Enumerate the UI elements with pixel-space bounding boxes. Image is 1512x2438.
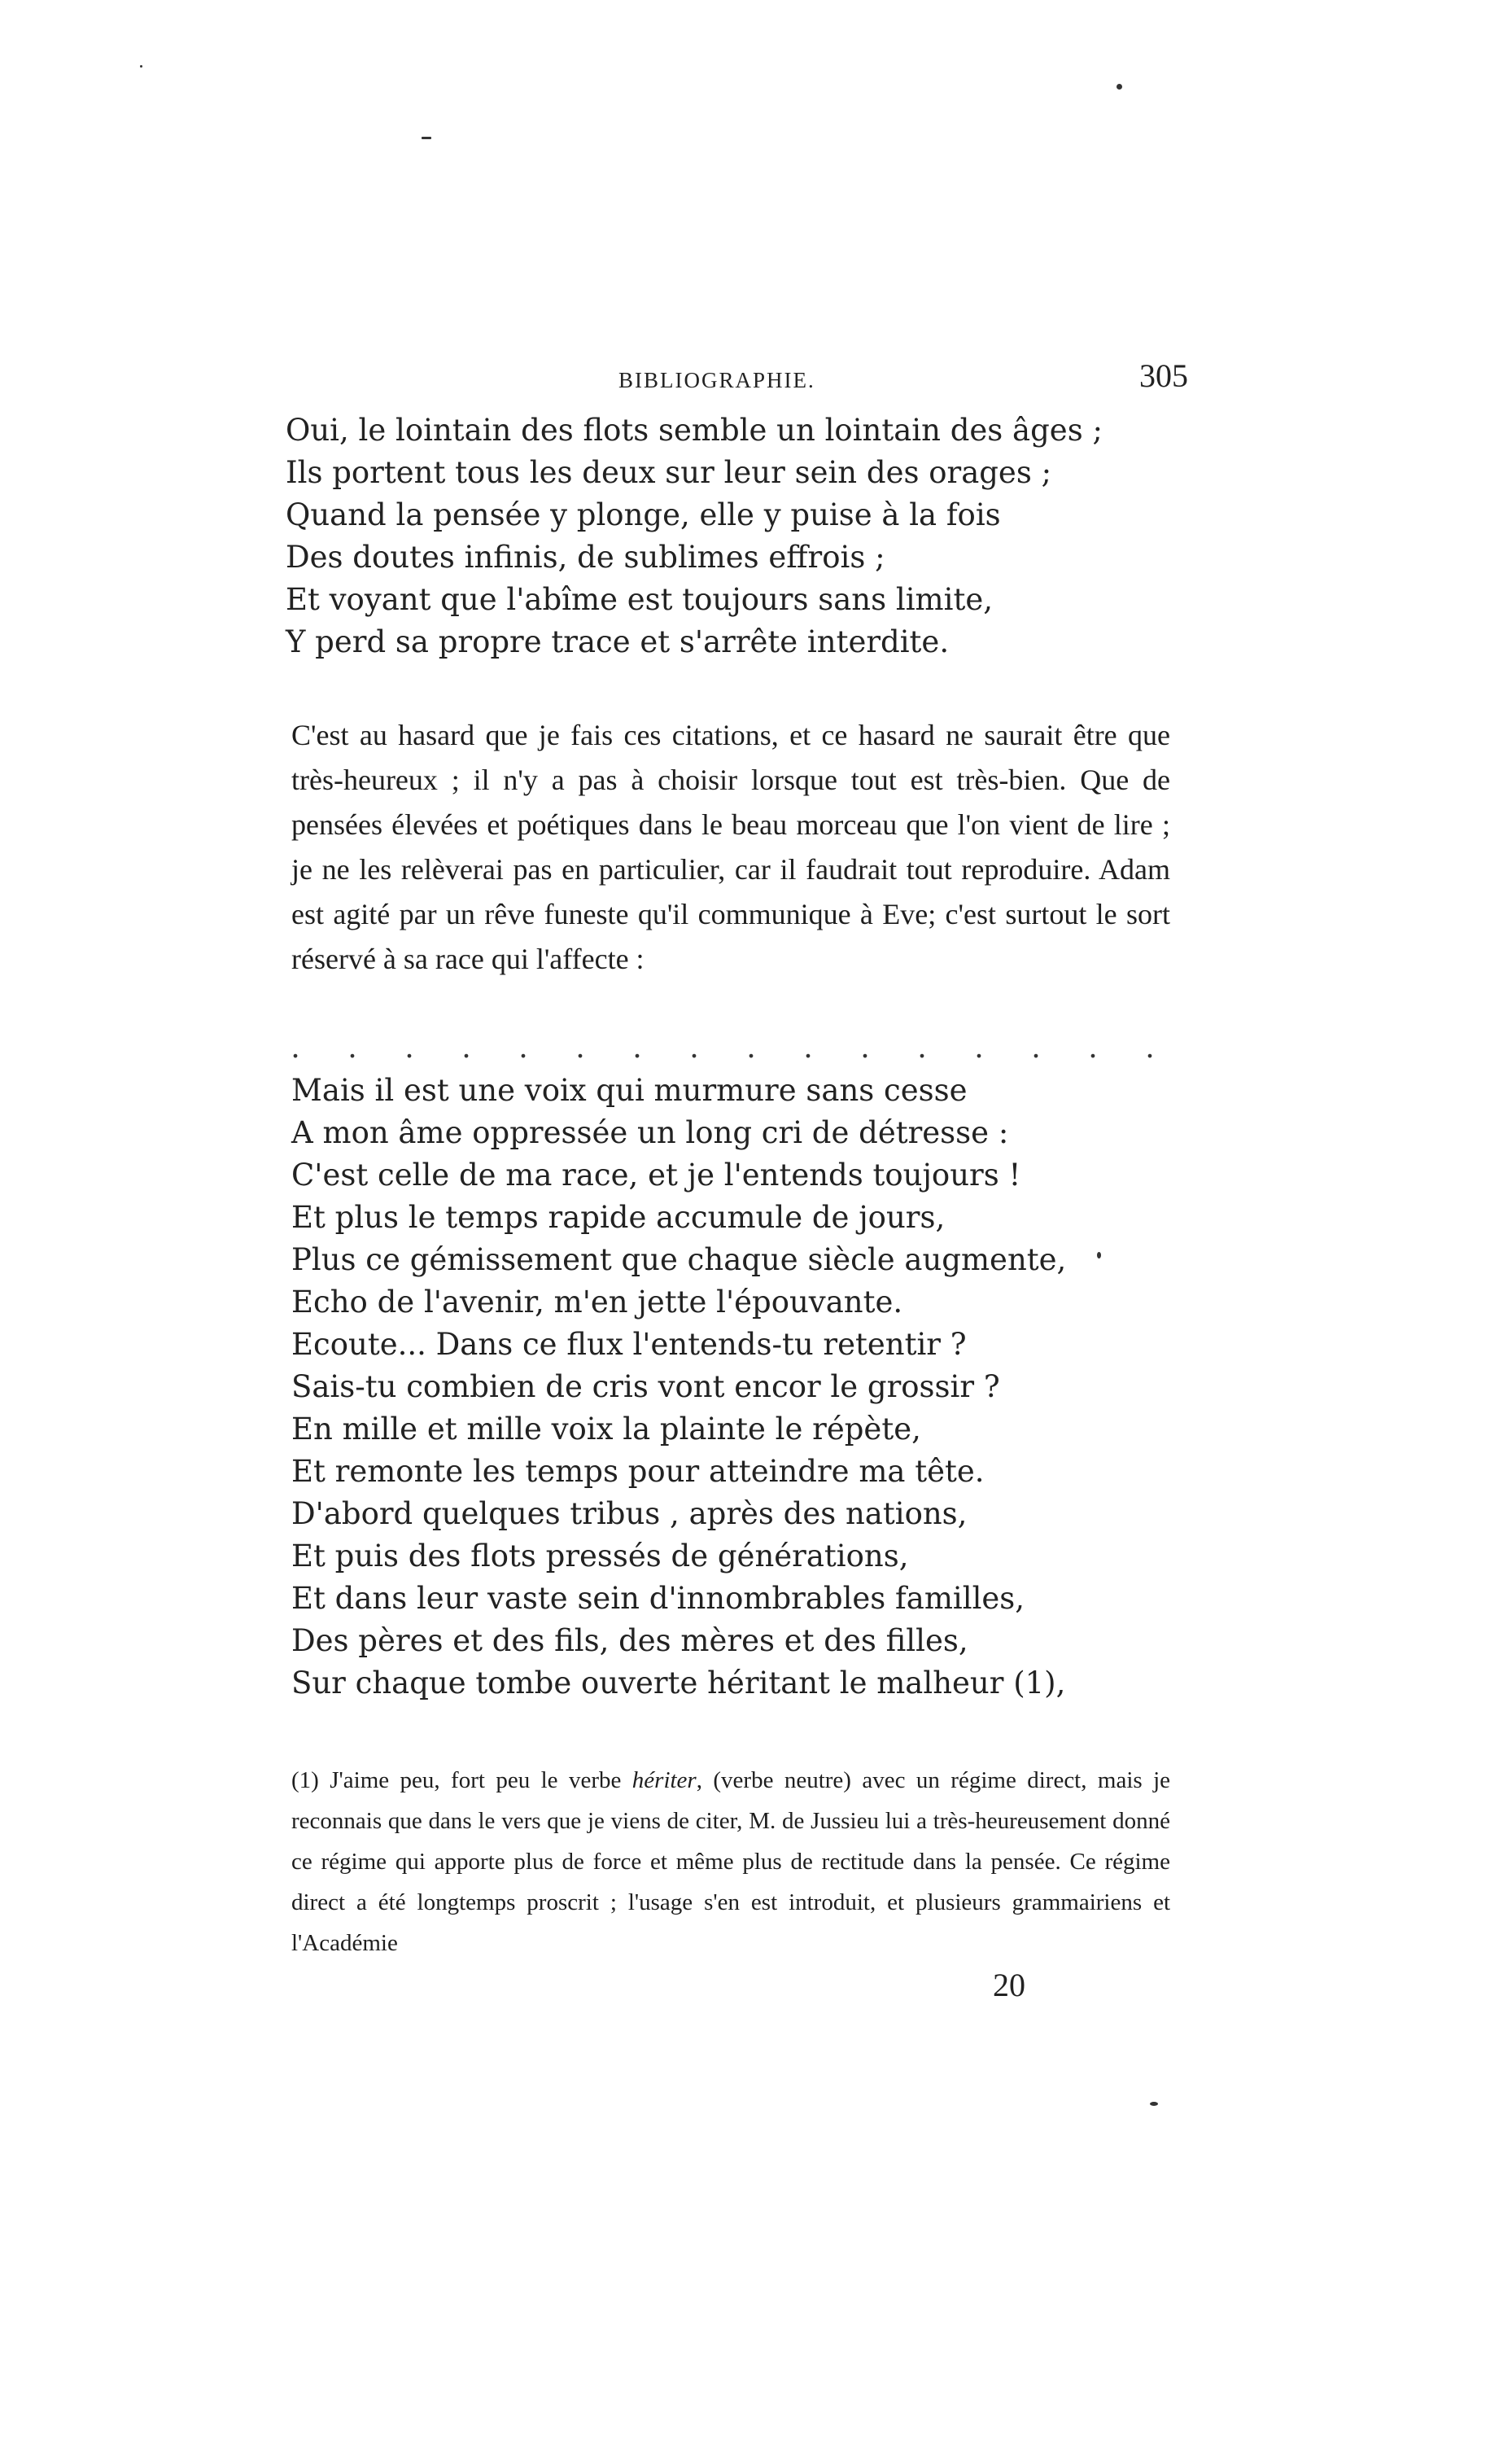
verse-line: Ecoute... Dans ce flux l'entends-tu retentir ? [291,1327,967,1362]
verse-line: A mon âme oppressée un long cri de détresse : [291,1115,1009,1150]
verse-line: Sur chaque tombe ouverte héritant le malheur (1), [291,1665,1066,1700]
scan-speck [1097,1252,1101,1258]
footnote-text-before: J'aime peu, fort peu le verbe [330,1767,622,1793]
footnote [291,1760,1170,1963]
prose-paragraph: C'est au hasard que je fais ces citations, et ce hasard ne saurait être que très-heureux ; il n'y a pas à choisir lorsque tout est très-bien. Que de pensées élevées et poétiques dans le beau morceau que l'on vient de lire ; je ne les relèverai pas en particulier, car il faudrait tout reproduire. Adam est agité par un rêve funeste qu'il communique à Eve; c'est surtout le sort réservé à sa race qui l'affecte : [291,719,1170,975]
scan-speck [140,65,142,68]
page-header [285,357,1188,405]
verse-line: Sais-tu combien de cris vont encor le grossir ? [291,1369,1000,1404]
verse-line: Et voyant que l'abîme est toujours sans limite, [286,582,993,617]
verse-block-2 [291,1070,1066,1705]
verse-line: D'abord quelques tribus , après des nations, [291,1496,968,1531]
signature-mark: 20 [993,1967,1025,2003]
verse-line: Et puis des flots pressés de générations, [291,1539,909,1574]
verse-line: Plus ce gémissement que chaque siècle augmente, [291,1242,1067,1277]
verse-line: Ils portent tous les deux sur leur sein des orages ; [286,455,1052,490]
verse-line: Et remonte les temps pour atteindre ma tête. [291,1454,985,1489]
running-title: BIBLIOGRAPHIE. [618,368,815,392]
verse-line: Des doutes infinis, de sublimes effrois ; [286,540,885,575]
verse-line: Quand la pensée y plonge, elle y puise à la fois [286,497,1001,532]
footnote-text-after: , (verbe neutre) avec un régime direct, mais je reconnais que dans le vers que je viens de citer, M. de Jussieu lui a très-heureusement donné ce régime qui apporte plus de force et même plus de rectitude dans la pensée. Ce régime direct a été longtemps proscrit ; l'usage s'en est introduit, et plusieurs grammairiens et l'Académie [291,1767,1171,1956]
verse-line: Des pères et des fils, des mères et des filles, [291,1623,968,1658]
verse-block-1 [286,409,1103,663]
scan-speck [422,137,431,139]
verse-line: En mille et mille voix la plainte le répète, [291,1412,921,1447]
ellipsis-separator: . . . . . . . . . . . . . . . . [291,1028,1174,1065]
footnote-italic-term: hériter [631,1767,697,1793]
page-number: 305 [1139,357,1188,394]
scan-speck [1150,2102,1158,2106]
verse-line: Et plus le temps rapide accumule de jours, [291,1200,946,1235]
footnote-marker: (1) [291,1767,319,1793]
verse-line: Y perd sa propre trace et s'arrête interdite. [286,624,950,659]
verse-line: Echo de l'avenir, m'en jette l'épouvante. [291,1285,903,1320]
verse-line: C'est celle de ma race, et je l'entends toujours ! [291,1158,1021,1193]
verse-line: Et dans leur vaste sein d'innombrables familles, [291,1581,1025,1616]
verse-line: Oui, le lointain des flots semble un lointain des âges ; [286,413,1103,448]
scan-speck [1117,84,1122,90]
verse-line: Mais il est une voix qui murmure sans cesse [291,1073,968,1108]
